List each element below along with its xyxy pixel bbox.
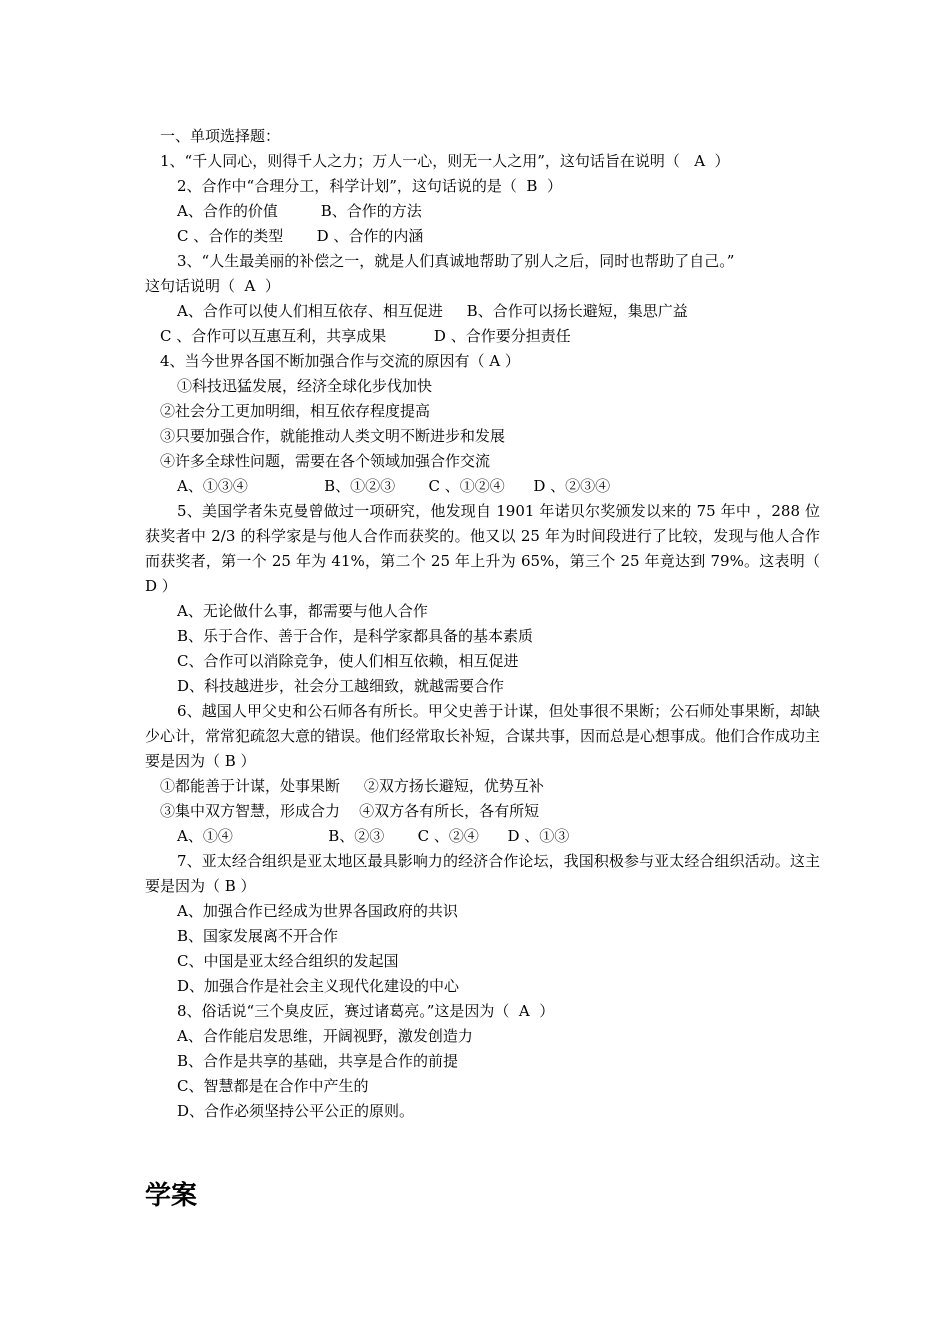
question-5-option: A、无论做什么事，都需要与他人合作 (177, 602, 428, 620)
question-2-stem: 2、合作中“合理分工，科学计划”，这句话说的是（ B ） (177, 177, 562, 195)
question-4-item: ④许多全球性问题，需要在各个领域加强合作交流 (160, 452, 491, 470)
question-4-options: A、①③④ B、①②③ C 、①②④ D 、②③④ (177, 477, 611, 495)
question-4-item: ③只要加强合作，就能推动人类文明不断进步和发展 (160, 427, 506, 445)
question-6-stem: 6、越国人甲父史和公石师各有所长。甲父史善于计谋，但处事很不果断；公石师处事果断，却缺少心计，常常犯疏忽大意的错误。他们经常取长补短，合谋共事，因而总是心想事成。他们合作成功主要是因为（ B ） (145, 702, 821, 770)
question-6-options: A、①④ B、②③ C 、②④ D 、①③ (177, 827, 570, 845)
question-4-item: ①科技迅猛发展，经济全球化步伐加快 (177, 377, 433, 395)
question-7-option: D、加强合作是社会主义现代化建设的中心 (177, 977, 460, 995)
question-7-option: C、中国是亚太经合组织的发起国 (177, 952, 399, 970)
question-5-option: B、乐于合作、善于合作，是科学家都具备的基本素质 (177, 627, 534, 645)
question-7-option: B、国家发展离不开合作 (177, 927, 339, 945)
question-6-item-row: ③集中双方智慧，形成合力 ④双方各有所长，各有所短 (160, 802, 540, 820)
question-4-item: ②社会分工更加明细，相互依存程度提高 (160, 402, 431, 420)
question-3-stem-continued: 这句话说明（ A ） (145, 277, 280, 295)
question-3-stem: 3、“人生最美丽的补偿之一，就是人们真诚地帮助了别人之后，同时也帮助了自己。” (177, 252, 735, 270)
question-2-option-row: C 、合作的类型 D 、合作的内涵 (177, 227, 424, 245)
question-1-stem: 1、“千人同心，则得千人之力；万人一心，则无一人之用”，这句话旨在说明（ A ） (160, 152, 730, 170)
question-7-stem: 7、亚太经合组织是亚太地区最具影响力的经济合作论坛，我国积极参与亚太经合组织活动。这主要是因为（ B ） (145, 852, 820, 895)
question-3-option-row: C 、合作可以互惠互利，共享成果 D 、合作要分担责任 (160, 327, 571, 345)
question-5-option: D、科技越进步，社会分工越细致，就越需要合作 (177, 677, 505, 695)
question-6-item-row: ①都能善于计谋，处事果断 ②双方扬长避短，优势互补 (160, 777, 544, 795)
question-8-option: D、合作必须坚持公平公正的原则。 (177, 1102, 415, 1120)
question-5-option: C、合作可以消除竞争，使人们相互依赖，相互促进 (177, 652, 519, 670)
question-7-option: A、加强合作已经成为世界各国政府的共识 (177, 902, 458, 920)
section-heading: 学案 (145, 1181, 198, 1211)
question-list (145, 124, 820, 1124)
question-8-option: C、智慧都是在合作中产生的 (177, 1077, 369, 1095)
question-2-option-row: A、合作的价值 B、合作的方法 (177, 202, 422, 220)
question-8-stem: 8、俗话说“三个臭皮匠，赛过诸葛亮。”这是因为（ A ） (177, 1002, 555, 1020)
question-3-option-row: A、合作可以使人们相互依存、相互促进 B、合作可以扬长避短，集思广益 (177, 302, 688, 320)
question-4-stem: 4、当今世界各国不断加强合作与交流的原因有（ A ） (160, 352, 520, 370)
question-8-option: A、合作能启发思维，开阔视野，激发创造力 (177, 1027, 473, 1045)
question-8-option: B、合作是共享的基础，共享是合作的前提 (177, 1052, 459, 1070)
question-5-stem: 5、美国学者朱克曼曾做过一项研究，他发现自 1901 年诺贝尔奖颁发以来的 75 年中 ，288 位获奖者中 2/3 的科学家是与他人合作而获奖的。他又以 25 年为时间段进行了比较，发现与他人合作而获奖者，第一个 25 年为 41%，第二个 25 年上升为 65%，第三个 25 年竟达到 79%。这表明（ D ） (145, 502, 820, 595)
section-title: 一、单项选择题： (160, 127, 281, 145)
